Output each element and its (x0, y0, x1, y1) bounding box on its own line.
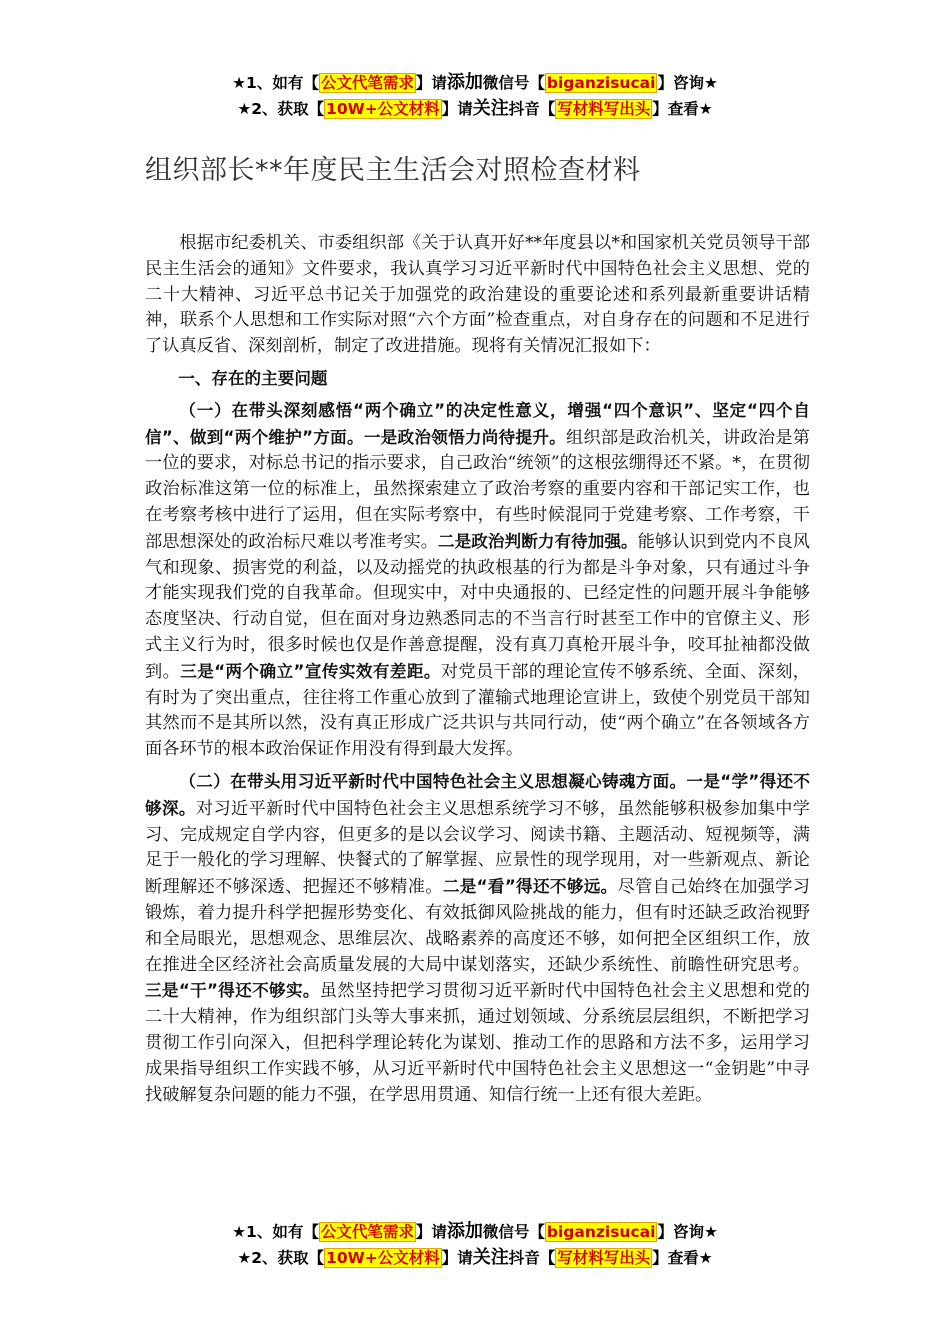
promo-highlight: biganzisucai (546, 74, 656, 92)
paragraph-lead: （二）在带头用习近平新时代中国特色社会主义思想凝心铸魂方面。一是“学”得还不够深。 (145, 771, 810, 818)
promo-text: 】请 (415, 74, 447, 92)
promo-text: 】请 (415, 1223, 447, 1241)
promo-text: 】请 (441, 1249, 473, 1267)
promo-banner-bottom (0, 1219, 950, 1271)
promo-highlight: 10W+公文材料 (326, 1249, 440, 1267)
promo-text: ★1、如有【 (232, 1223, 319, 1241)
promo-text: 】查看★ (652, 100, 713, 118)
paragraph-text: 尽管自己始终在加强学习锻炼，着力提升科学把握形势变化、有效抵御风险挑战的能力，但有时还缺乏政治视野和全局眼光，思想观念、思维层次、战略素养的高度还不够，如何把全区组织工作，放在推进全区经济社会高质量发展的大局中谋划落实，还缺少系统性、前瞻性研究思考。 (145, 877, 810, 975)
paragraph-1 (145, 398, 810, 763)
paragraph-text: 组织部是政治机关，讲政治是第一位的要求，对标总书记的指示要求，自己政治“统领”的这根弦绷得还不紧。*，在贯彻政治标准这第一位的标准上，虽然探索建立了政治考察的重要内容和干部记实工作，也在考察考核中进行了运用，但在实际考察中，有些时候混同于党建考察、工作考察，干部思想深处的政治标尺难以考准考实。 (145, 427, 810, 552)
promo-emphasis: 添加 (446, 72, 483, 93)
promo-highlight: 公文代笔需求 (320, 1223, 414, 1241)
promo-line-1 (0, 70, 950, 96)
promo-text: 抖音【 (508, 1249, 556, 1267)
promo-text: 】咨询★ (657, 1223, 718, 1241)
promo-emphasis: 添加 (446, 1221, 483, 1242)
promo-highlight: 写材料写出头 (557, 1249, 651, 1267)
paragraph-lead: （一）在带头深刻感悟“两个确立”的决定性意义，增强“四个意识”、坚定“四个自信”、做到“两个维护”方面。一是政治领悟力尚待提升。 (145, 400, 810, 447)
promo-highlight: 公文代笔需求 (320, 74, 414, 92)
promo-highlight: 写材料写出头 (557, 100, 651, 118)
paragraph-text: 对习近平新时代中国特色社会主义思想系统学习不够，虽然能够积极参加集中学习、完成规定自学内容，但更多的是以会议学习、阅读书籍、主题活动、短视频等，满足于一般化的学习理解、快餐式的了解掌握、应景性的现学现用，对一些新观点、新论断理解还不够深透、把握还不够精准。 (145, 798, 810, 898)
promo-line-2 (0, 1245, 950, 1271)
document-body (145, 231, 810, 1108)
promo-text: ★2、获取【 (237, 100, 325, 118)
paragraph-point: 三是“两个确立”宣传实效有差距。 (180, 661, 441, 681)
paragraph-2 (145, 769, 810, 1108)
promo-highlight: biganzisucai (546, 1223, 656, 1241)
promo-emphasis: 关注 (472, 1247, 509, 1268)
intro-paragraph: 根据市纪委机关、市委组织部《关于认真开好**年度县以*和国家机关党员领导干部民主生活会的通知》文件要求，我认真学习习近平新时代中国特色社会主义思想、党的二十大精神、习近平总书记关于加强党的政治建设的重要论述和系列最新重要讲话精神，联系个人思想和工作实际对照“六个方面”检查重点，对自身存在的问题和不足进行了认真反省、深刻剖析，制定了改进措施。现将有关情况汇报如下： (145, 233, 810, 357)
promo-line-2 (0, 96, 950, 122)
promo-text: 】请 (441, 100, 473, 118)
section-heading: 一、存在的主要问题 (178, 368, 328, 388)
paragraph-point: 三是“干”得还不够实。 (145, 981, 320, 1001)
document-title: 组织部长**年度民主生活会对照检查材料 (145, 155, 641, 186)
promo-banner-top (0, 70, 950, 122)
paragraph-point: 二是政治判断力有待加强。 (438, 531, 638, 551)
paragraph-text: 对党员干部的理论宣传不够系统、全面、深刻，有时为了突出重点，往往将工作重心放到了灌输式地理论宣讲上，致使个别党员干部知其然而不是其所以然，没有真正形成广泛共识与共同行动，使“两个确立”在各领域各方面各环节的根本政治保证作用没有得到最大发挥。 (145, 661, 810, 760)
promo-text: 】咨询★ (657, 74, 718, 92)
promo-text: 微信号【 (482, 74, 545, 92)
promo-line-1 (0, 1219, 950, 1245)
promo-text: ★1、如有【 (232, 74, 319, 92)
paragraph-point: 二是“看”得还不够远。 (442, 877, 618, 897)
promo-text: 抖音【 (508, 100, 556, 118)
promo-emphasis: 关注 (472, 98, 509, 119)
promo-text: ★2、获取【 (237, 1249, 325, 1267)
promo-text: 】查看★ (652, 1249, 713, 1267)
paragraph-text: 能够认识到党内不良风气和现象、损害党的利益，以及动摇党的执政根基的行为都是斗争对象，只有通过斗争才能实现我们党的自我革命。但现实中，对中央通报的、已经定性的问题开展斗争能够态度坚决、行动自觉，但在面对身边熟悉同志的不当言行时甚至工作中的官僚主义、形式主义行为时，很多时候也仅是作善意提醒，没有真刀真枪开展斗争，咬耳扯袖都没做到。 (145, 531, 810, 682)
promo-highlight: 10W+公文材料 (326, 100, 440, 118)
paragraph-text: 虽然坚持把学习贯彻习近平新时代中国特色社会主义思想和党的二十大精神，作为组织部门头等大事来抓，通过划领域、分系统层层组织，不断把学习贯彻工作引向深入，但把科学理论转化为谋划、推动工作的思路和方法不多，运用学习成果指导组织工作实践不够，从习近平新时代中国特色社会主义思想这一“金钥匙”中寻找破解复杂问题的能力不强，在学思用贯通、知信行统一上还有很大差距。 (145, 981, 810, 1105)
promo-text: 微信号【 (482, 1223, 545, 1241)
